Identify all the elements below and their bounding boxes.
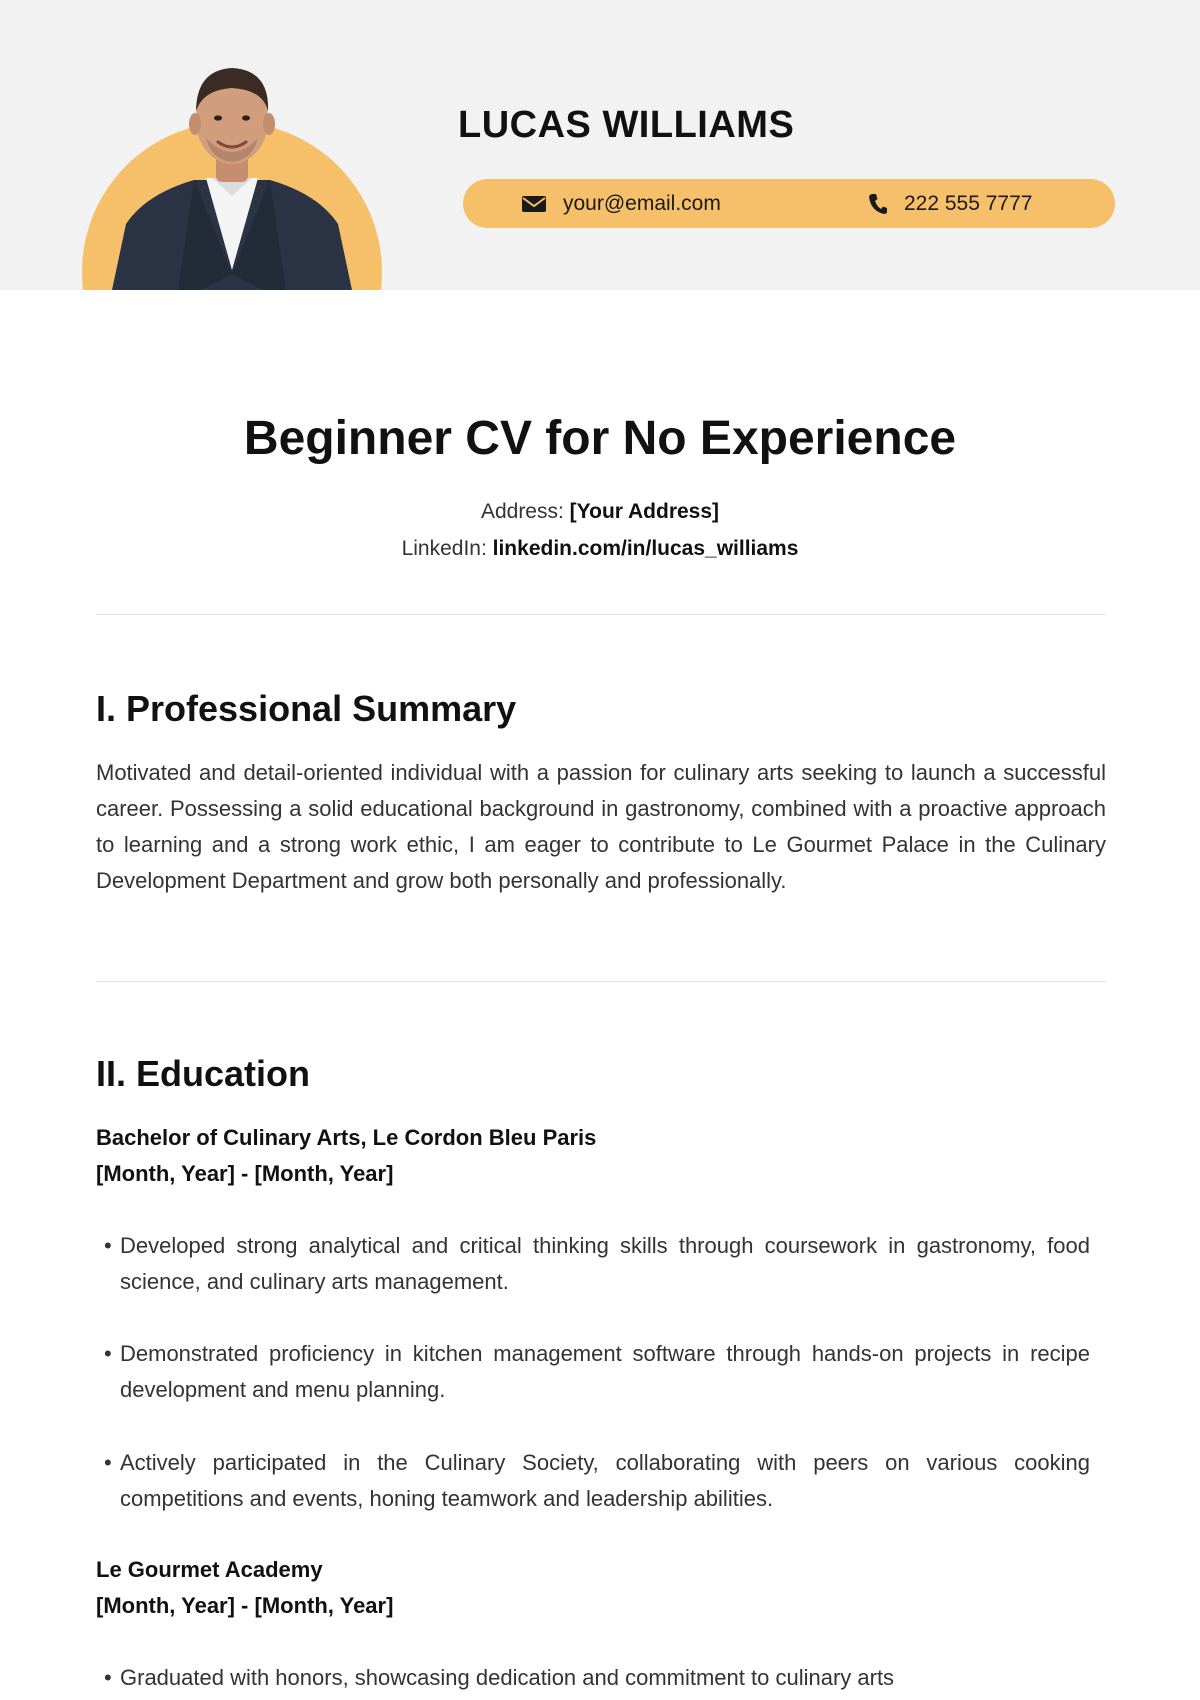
resume-header xyxy=(0,0,1200,290)
education-dates: [Month, Year] - [Month, Year] xyxy=(96,1161,394,1186)
profile-photo xyxy=(82,38,382,290)
phone-text: 222 555 7777 xyxy=(904,191,1033,215)
linkedin-line xyxy=(0,537,1200,561)
document-title: Beginner CV for No Experience xyxy=(243,412,957,465)
address-line xyxy=(0,500,1200,524)
contact-bar xyxy=(463,179,1115,228)
education-bullet: • Developed strong analytical and critical thinking skills through coursework in gastronomy, food science, and culinary arts management. xyxy=(104,1228,1090,1300)
candidate-name: LUCAS WILLIAMS xyxy=(458,104,795,146)
address-value: [Your Address] xyxy=(569,500,720,523)
envelope-icon xyxy=(521,194,547,214)
section-divider xyxy=(96,614,1106,615)
education-bullet: • Actively participated in the Culinary Society, collaborating with peers on various cooking competitions and events, honing teamwork and leadership abilities. xyxy=(104,1445,1090,1517)
address-label: Address: xyxy=(480,500,564,523)
linkedin-label: LinkedIn: xyxy=(401,537,487,560)
education-bullet: • Demonstrated proficiency in kitchen management software through hands-on projects in recipe development and menu planning. xyxy=(104,1336,1090,1408)
summary-heading: I. Professional Summary xyxy=(96,688,517,729)
education-bullet: • Graduated with honors, showcasing dedication and commitment to culinary arts xyxy=(104,1660,1090,1696)
email-text: your@email.com xyxy=(563,191,721,215)
contact-phone[interactable] xyxy=(868,179,1032,228)
education-heading: II. Education xyxy=(96,1053,311,1094)
contact-email[interactable] xyxy=(521,179,721,228)
section-divider xyxy=(96,981,1106,982)
linkedin-link[interactable]: linkedin.com/in/lucas_williams xyxy=(492,537,799,560)
education-dates: [Month, Year] - [Month, Year] xyxy=(96,1593,394,1618)
education-institution: Le Gourmet Academy xyxy=(96,1557,323,1582)
education-institution: Bachelor of Culinary Arts, Le Cordon Bleu Paris xyxy=(96,1125,597,1150)
phone-icon xyxy=(868,193,888,215)
person-portrait-icon xyxy=(82,38,382,290)
summary-text: Motivated and detail-oriented individual with a passion for culinary arts seeking to launch a successful career. Possessing a solid educational background in gastronomy, combined with a proactive approach to learning and a strong work ethic, I am eager to contribute to Le Gourmet Palace in the Culinary Development Department and grow both personally and professionally. xyxy=(96,760,1106,893)
